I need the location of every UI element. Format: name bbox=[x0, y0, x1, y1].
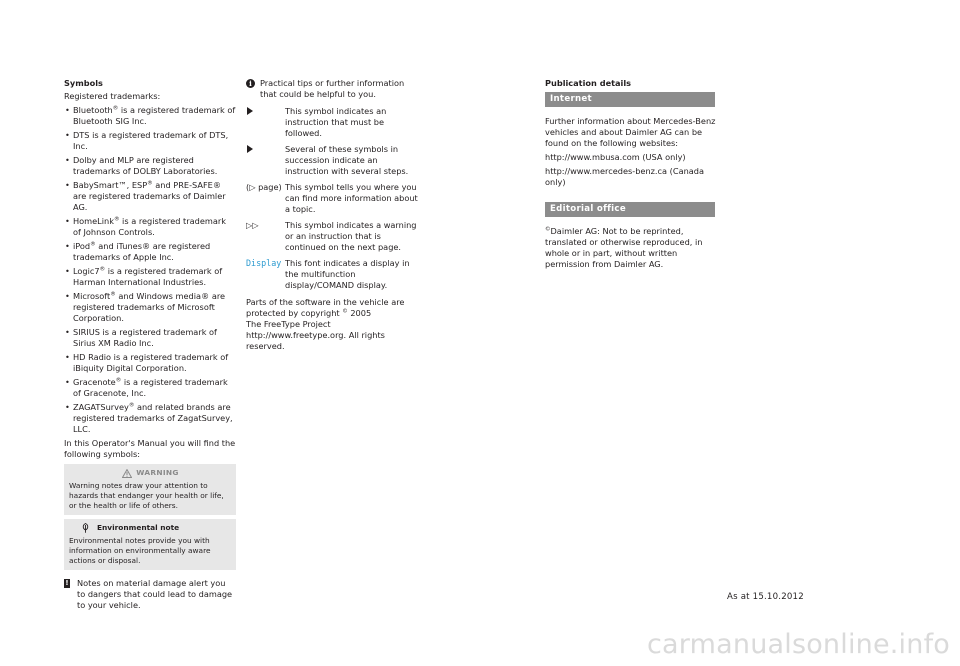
internet-text: Further information about Mercedes-Benz vehicles and about Daimler AG can be found on the following websites: bbox=[545, 116, 716, 148]
symbol-row bbox=[246, 182, 418, 215]
symbol-row bbox=[246, 106, 418, 139]
display-font-symbol: Display bbox=[246, 258, 282, 268]
environmental-title-row bbox=[69, 523, 232, 533]
material-damage-text: Notes on material damage alert you to dangers that could lead to damage to your vehicle. bbox=[77, 578, 233, 610]
trademark-item: • HomeLink® is a registered trademark of Johnson Controls. bbox=[64, 216, 236, 238]
publication-column bbox=[545, 78, 717, 273]
symbol-description: This font indicates a display in the multifunction display/COMAND display. bbox=[285, 258, 410, 290]
warning-title-row bbox=[69, 468, 232, 478]
continued-symbol: ▷▷ bbox=[246, 220, 259, 230]
symbols-intro: In this Operator's Manual you will find the following symbols: bbox=[64, 438, 236, 459]
leaf-icon bbox=[81, 523, 90, 533]
exclamation-icon: ! bbox=[65, 579, 69, 587]
trademark-item: • DTS is a registered trademark of DTS, Inc. bbox=[64, 130, 236, 152]
trademark-item: • Bluetooth® is a registered trademark of Bluetooth SIG Inc. bbox=[64, 105, 236, 127]
editorial-section-bar: Editorial office bbox=[545, 202, 715, 217]
symbol-row bbox=[246, 258, 418, 291]
warning-text: Warning notes draw your attention to hazards that endanger your health or life, or the health or life of others. bbox=[69, 481, 224, 510]
copyright-text: ©Daimler AG: Not to be reprinted, translated or otherwise reproduced, in whole or in part, without written permission from Daimler AG. bbox=[545, 226, 703, 269]
page-reference-symbol: (▷ page) bbox=[246, 182, 282, 192]
symbol-description: Several of these symbols in succession indicate an instruction with several steps. bbox=[285, 144, 409, 176]
symbols-heading: Symbols bbox=[64, 78, 103, 88]
warning-box bbox=[64, 464, 236, 515]
trademark-item: • HD Radio is a registered trademark of iBiquity Digital Corporation. bbox=[64, 352, 236, 374]
warning-triangle-icon bbox=[122, 469, 132, 478]
warning-title: WARNING bbox=[136, 468, 179, 477]
symbols-column bbox=[64, 78, 236, 611]
trademark-item: • ZAGATSurvey® and related brands are registered trademarks of ZagatSurvey, LLC. bbox=[64, 402, 236, 435]
symbol-description: This symbol indicates a warning or an instruction that is continued on the next page. bbox=[285, 220, 417, 252]
trademark-item: • iPod® and iTunes® are registered trademarks of Apple Inc. bbox=[64, 241, 236, 263]
symbol-legend-column bbox=[246, 78, 418, 352]
info-icon: i bbox=[246, 79, 255, 88]
step-arrow-icon bbox=[247, 145, 253, 153]
trademark-item: • SIRIUS is a registered trademark of Sirius XM Radio Inc. bbox=[64, 327, 236, 349]
trademark-item: • Gracenote® is a registered trademark of Gracenote, Inc. bbox=[64, 377, 236, 399]
trademark-item: • Logic7® is a registered trademark of Harman International Industries. bbox=[64, 266, 236, 288]
watermark: carmanualsonline.info bbox=[647, 629, 950, 660]
publication-heading: Publication details bbox=[545, 78, 632, 88]
instruction-arrow-icon bbox=[247, 107, 253, 115]
symbol-description: This symbol tells you where you can find more information about a topic. bbox=[285, 182, 418, 214]
symbol-row bbox=[246, 144, 418, 177]
trademark-list bbox=[64, 105, 236, 435]
trademark-item: • Dolby and MLP are registered trademarks of DOLBY Laboratories. bbox=[64, 155, 236, 177]
environmental-title: Environmental note bbox=[97, 523, 180, 532]
material-damage-note bbox=[64, 578, 236, 611]
internet-section-bar: Internet bbox=[545, 92, 715, 107]
tip-note bbox=[246, 78, 418, 100]
environmental-text: Environmental notes provide you with information on environmentally aware actions or disposal. bbox=[69, 536, 211, 565]
date-stamp: As at 15.10.2012 bbox=[727, 592, 804, 602]
trademarks-intro: Registered trademarks: bbox=[64, 91, 161, 101]
software-copyright-note: Parts of the software in the vehicle are protected by copyright © 2005 The FreeType Project http://www.freetype.org. All rights reserved. bbox=[246, 297, 405, 351]
symbol-row bbox=[246, 220, 418, 253]
environmental-box bbox=[64, 519, 236, 570]
url-canada: http://www.mercedes-benz.ca (Canada only) bbox=[545, 166, 705, 187]
trademark-item: • Microsoft® and Windows media® are registered trademarks of Microsoft Corporation. bbox=[64, 291, 236, 324]
url-usa: http://www.mbusa.com (USA only) bbox=[545, 152, 686, 162]
symbol-description: This symbol indicates an instruction that must be followed. bbox=[285, 106, 387, 138]
tip-text: Practical tips or further information that could be helpful to you. bbox=[260, 78, 405, 99]
trademark-item: • BabySmart™, ESP® and PRE-SAFE® are registered trademarks of Daimler AG. bbox=[64, 180, 236, 213]
